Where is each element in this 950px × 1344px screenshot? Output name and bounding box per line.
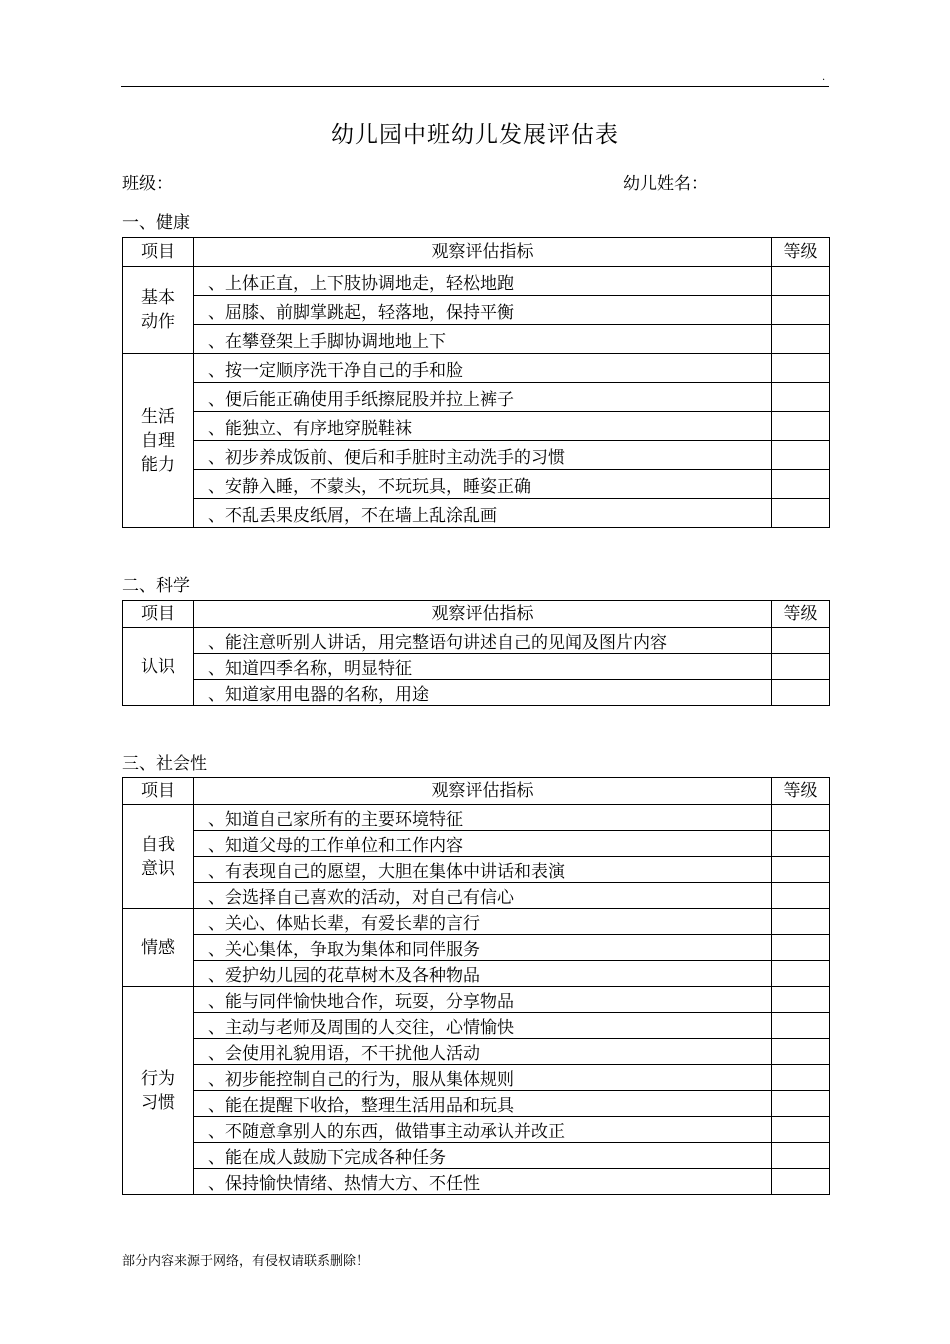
grade-cell[interactable] — [772, 680, 830, 706]
section-title: 三、社会性 — [122, 754, 207, 774]
grade-cell[interactable] — [772, 961, 830, 987]
table-row — [123, 412, 830, 441]
evaluation-table — [122, 237, 830, 528]
category-label: 行为 — [141, 1068, 175, 1089]
table-row — [123, 805, 830, 831]
table-row — [123, 1013, 830, 1039]
grade-cell[interactable] — [772, 1169, 830, 1195]
grade-cell[interactable] — [772, 470, 830, 499]
table-row — [123, 470, 830, 499]
grade-cell[interactable] — [772, 1117, 830, 1143]
grade-cell[interactable] — [772, 325, 830, 354]
category-label: 基本 — [141, 288, 175, 308]
indicator-cell: 、能注意听别人讲话，用完整语句讲述自己的见闻及图片内容 — [194, 628, 772, 654]
section-title: 二、科学 — [122, 576, 190, 596]
table-header-row — [123, 238, 830, 267]
header-item: 项目 — [123, 601, 194, 628]
table-row — [123, 883, 830, 909]
grade-cell[interactable] — [772, 987, 830, 1013]
indicator-cell: 、安静入睡，不蒙头，不玩玩具，睡姿正确 — [194, 470, 772, 499]
grade-cell[interactable] — [772, 628, 830, 654]
category-label: 生活 — [141, 406, 175, 427]
class-label: 班级： — [122, 174, 173, 194]
table-row — [123, 961, 830, 987]
table-row — [123, 1169, 830, 1195]
category-label: 认识 — [141, 656, 175, 677]
header-indicator: 观察评估指标 — [194, 601, 772, 628]
indicator-cell: 、能与同伴愉快地合作，玩耍，分享物品 — [194, 987, 772, 1013]
category-cell — [123, 628, 194, 706]
page-title: 幼儿园中班幼儿发展评估表 — [331, 122, 619, 148]
section-title: 一、健康 — [122, 213, 190, 233]
grade-cell[interactable] — [772, 441, 830, 470]
footer-note: 部分内容来源于网络，有侵权请联系删除！ — [122, 1254, 370, 1269]
grade-cell[interactable] — [772, 1143, 830, 1169]
category-label: 习惯 — [141, 1092, 175, 1113]
indicator-cell: 、能独立、有序地穿脱鞋袜 — [194, 412, 772, 441]
header-mark: . — [822, 72, 826, 83]
header-grade: 等级 — [772, 238, 830, 267]
indicator-cell: 、主动与老师及周围的人交往，心情愉快 — [194, 1013, 772, 1039]
grade-cell[interactable] — [772, 354, 830, 383]
table-row — [123, 935, 830, 961]
indicator-cell: 、便后能正确使用手纸擦屁股并拉上裤子 — [194, 383, 772, 412]
grade-cell[interactable] — [772, 412, 830, 441]
table-row — [123, 1039, 830, 1065]
table-row — [123, 325, 830, 354]
header-indicator: 观察评估指标 — [194, 778, 772, 805]
indicator-cell: 、初步能控制自己的行为，服从集体规则 — [194, 1065, 772, 1091]
table-row — [123, 354, 830, 383]
indicator-cell: 、能在成人鼓励下完成各种任务 — [194, 1143, 772, 1169]
indicator-cell: 、关心集体，争取为集体和同伴服务 — [194, 935, 772, 961]
indicator-cell: 、不乱丢果皮纸屑，不在墙上乱涂乱画 — [194, 499, 772, 528]
category-cell — [123, 909, 194, 987]
grade-cell[interactable] — [772, 883, 830, 909]
header-item: 项目 — [123, 238, 194, 267]
category-label: 自理 — [141, 430, 175, 451]
table-row — [123, 1117, 830, 1143]
indicator-cell: 、有表现自己的愿望，大胆在集体中讲话和表演 — [194, 857, 772, 883]
header-grade: 等级 — [772, 778, 830, 805]
table-row — [123, 987, 830, 1013]
indicator-cell: 、会选择自己喜欢的活动，对自己有信心 — [194, 883, 772, 909]
category-label: 意识 — [141, 858, 175, 879]
table-row — [123, 857, 830, 883]
grade-cell[interactable] — [772, 267, 830, 296]
grade-cell[interactable] — [772, 1039, 830, 1065]
table-row — [123, 499, 830, 528]
category-label: 自我 — [141, 834, 175, 855]
indicator-cell: 、不随意拿别人的东西，做错事主动承认并改正 — [194, 1117, 772, 1143]
grade-cell[interactable] — [772, 654, 830, 680]
category-label: 能力 — [141, 454, 175, 475]
indicator-cell: 、会使用礼貌用语，不干扰他人活动 — [194, 1039, 772, 1065]
table-row — [123, 628, 830, 654]
table-row — [123, 296, 830, 325]
grade-cell[interactable] — [772, 1065, 830, 1091]
grade-cell[interactable] — [772, 909, 830, 935]
grade-cell[interactable] — [772, 296, 830, 325]
table-row — [123, 654, 830, 680]
category-cell — [123, 987, 194, 1195]
table-header-row — [123, 601, 830, 628]
category-cell — [123, 805, 194, 909]
category-cell — [123, 354, 194, 528]
indicator-cell: 、能在提醒下收拾，整理生活用品和玩具 — [194, 1091, 772, 1117]
indicator-cell: 、知道四季名称，明显特征 — [194, 654, 772, 680]
indicator-cell: 、屈膝、前脚掌跳起，轻落地，保持平衡 — [194, 296, 772, 325]
indicator-cell: 、按一定顺序洗干净自己的手和脸 — [194, 354, 772, 383]
table-row — [123, 909, 830, 935]
grade-cell[interactable] — [772, 499, 830, 528]
category-label: 动作 — [141, 312, 175, 332]
table-row — [123, 831, 830, 857]
indicator-cell: 、知道家用电器的名称，用途 — [194, 680, 772, 706]
category-label: 情感 — [141, 937, 175, 958]
table-row — [123, 1065, 830, 1091]
indicator-cell: 、上体正直，上下肢协调地走，轻松地跑 — [194, 267, 772, 296]
child-name-label: 幼儿姓名： — [623, 174, 708, 194]
table-row — [123, 267, 830, 296]
grade-cell[interactable] — [772, 831, 830, 857]
category-cell — [123, 267, 194, 354]
grade-cell[interactable] — [772, 857, 830, 883]
indicator-cell: 、爱护幼儿园的花草树木及各种物品 — [194, 961, 772, 987]
indicator-cell: 、保持愉快情绪、热情大方、不任性 — [194, 1169, 772, 1195]
indicator-cell: 、初步养成饭前、便后和手脏时主动洗手的习惯 — [194, 441, 772, 470]
grade-cell[interactable] — [772, 383, 830, 412]
grade-cell[interactable] — [772, 935, 830, 961]
header-item: 项目 — [123, 778, 194, 805]
header-indicator: 观察评估指标 — [194, 238, 772, 267]
grade-cell[interactable] — [772, 1091, 830, 1117]
indicator-cell: 、知道父母的工作单位和工作内容 — [194, 831, 772, 857]
table-row — [123, 1091, 830, 1117]
evaluation-table — [122, 600, 830, 706]
indicator-cell: 、在攀登架上手脚协调地地上下 — [194, 325, 772, 354]
indicator-cell: 、知道自己家所有的主要环境特征 — [194, 805, 772, 831]
table-row — [123, 1143, 830, 1169]
table-row — [123, 383, 830, 412]
indicator-cell: 、关心、体贴长辈，有爱长辈的言行 — [194, 909, 772, 935]
header-rule — [121, 86, 829, 87]
table-header-row — [123, 778, 830, 805]
header-grade: 等级 — [772, 601, 830, 628]
table-row — [123, 680, 830, 706]
grade-cell[interactable] — [772, 805, 830, 831]
grade-cell[interactable] — [772, 1013, 830, 1039]
table-row — [123, 441, 830, 470]
evaluation-table — [122, 777, 830, 1195]
